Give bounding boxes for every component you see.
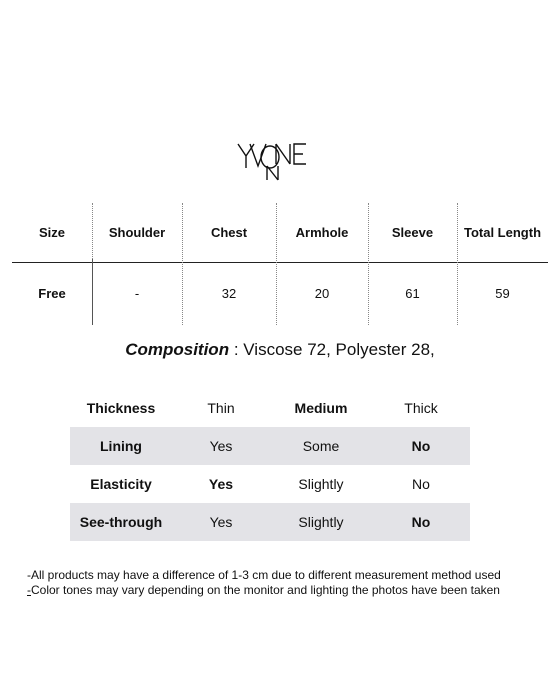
column-divider (276, 203, 277, 325)
property-row-lining (70, 427, 470, 465)
fabric-properties-table (70, 389, 470, 541)
header-size: Size (38, 225, 65, 240)
property-label: Elasticity (90, 476, 152, 492)
color-note (27, 583, 500, 598)
property-option-selected: No (411, 514, 431, 530)
property-option-selected: Yes (208, 476, 234, 492)
property-option: Yes (209, 438, 233, 454)
color-note-text: Color tones may vary depending on the monitor and lighting the photos have been taken (31, 583, 500, 597)
property-option: Yes (209, 514, 233, 530)
value-sleeve: 61 (405, 286, 420, 301)
property-option: Thin (207, 400, 235, 416)
property-row-thickness (70, 389, 470, 427)
header-shoulder: Shoulder (108, 225, 166, 240)
value-total-length: 59 (495, 286, 510, 301)
property-option-selected: No (411, 438, 431, 454)
measurement-note: -All products may have a difference of 1-3 cm due to different measurement method used (27, 568, 501, 582)
header-sleeve: Sleeve (391, 225, 434, 240)
composition-line (0, 339, 560, 361)
value-chest: 32 (221, 286, 237, 301)
brand-logo (236, 136, 308, 182)
property-option: Slightly (298, 476, 344, 492)
property-option: Slightly (298, 514, 344, 530)
property-option-selected: Medium (294, 400, 348, 416)
composition-value: Viscose 72, Polyester 28, (243, 340, 435, 359)
property-label: Thickness (86, 400, 156, 416)
header-armhole: Armhole (295, 225, 349, 240)
property-label: See-through (79, 514, 163, 530)
composition-label: Composition (125, 340, 230, 359)
property-option: No (412, 476, 430, 492)
header-chest: Chest (210, 225, 248, 240)
note-dash: - (27, 583, 31, 597)
header-total-length: Total Length (463, 225, 542, 240)
property-option: Thick (404, 400, 438, 416)
value-shoulder: - (134, 286, 140, 301)
column-divider (457, 203, 458, 325)
size-table (12, 203, 548, 325)
property-option: Some (302, 438, 340, 454)
value-size: Free (38, 286, 66, 301)
column-divider (182, 203, 183, 325)
yvonne-logo-mark (236, 136, 308, 182)
property-row-see-through (70, 503, 470, 541)
column-divider (368, 203, 369, 325)
property-label: Lining (100, 438, 142, 454)
property-row-elasticity (70, 465, 470, 503)
composition-separator: : (229, 340, 244, 359)
value-armhole: 20 (314, 286, 330, 301)
